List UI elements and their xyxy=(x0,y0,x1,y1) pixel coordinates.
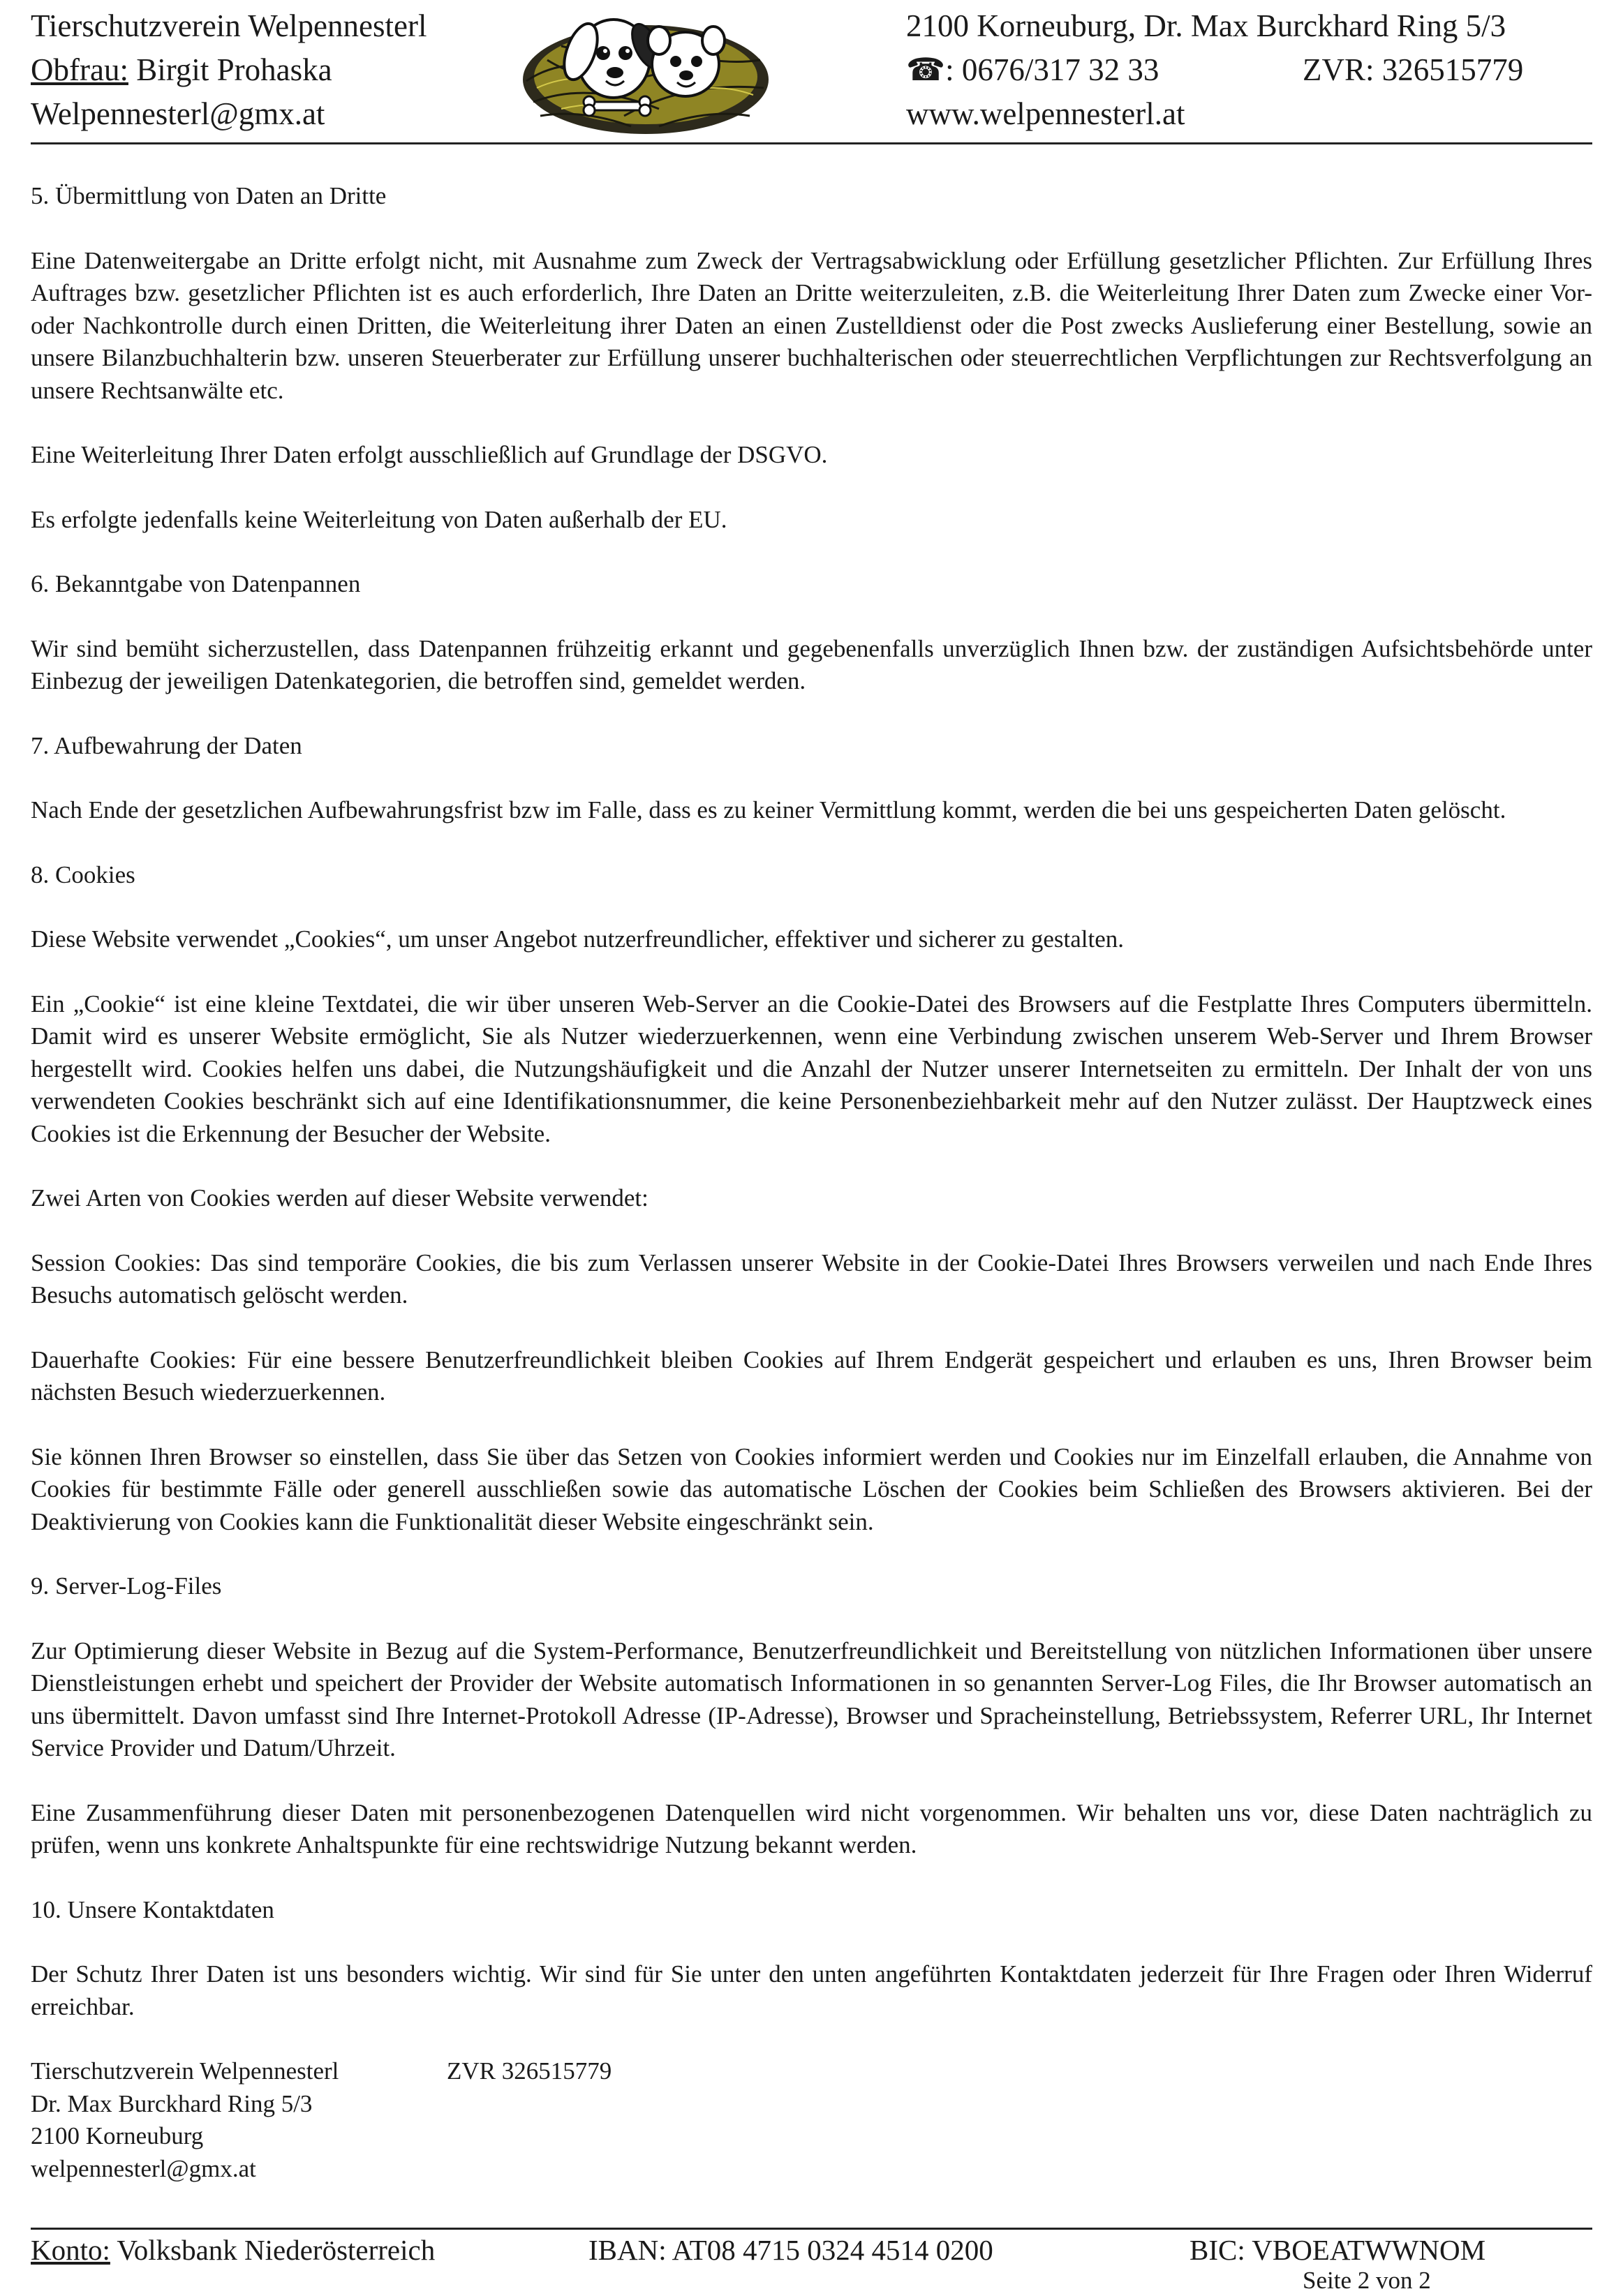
section-5-paragraph-2: Eine Weiterleitung Ihrer Daten erfolgt ausschließlich auf Grundlage der DSGVO. xyxy=(31,441,828,468)
chair-name: Birgit Prohaska xyxy=(128,52,332,87)
footer-divider xyxy=(31,2228,1592,2230)
org-name: Tierschutzverein Welpennesterl xyxy=(31,8,427,43)
section-10-heading: 10. Unsere Kontaktdaten xyxy=(31,1895,274,1923)
header-website: www.welpennesterl.at xyxy=(906,96,1185,131)
section-8-heading: 8. Cookies xyxy=(31,860,135,888)
section-10-paragraph-1: Der Schutz Ihrer Daten ist uns besonders wichtig. Wir sind für Sie unter den unten angeführten Kontaktdaten jederzeit für Ihre Fragen oder Ihren Widerruf erreichbar. xyxy=(31,1960,1592,2020)
iban: IBAN: AT08 4715 0324 4514 0200 xyxy=(588,2234,993,2266)
bank-account xyxy=(31,2232,435,2268)
contact-zvr: ZVR 326515779 xyxy=(447,2057,612,2085)
dog-nest-logo-icon xyxy=(519,4,772,137)
phone-line xyxy=(906,48,1159,91)
section-8-paragraph-5: Dauerhafte Cookies: Für eine bessere Benutzerfreundlichkeit bleiben Cookies auf Ihrem Endgerät gespeichert und erlauben es uns, Ihren Browser beim nächsten Besuch wiederzuerkennen. xyxy=(31,1345,1592,1406)
section-8-paragraph-2: Ein „Cookie“ ist eine kleine Textdatei, die wir über unseren Web-Server an die Cookie-Datei des Browsers auf die Festplatte Ihres Computers übermitteln. Damit wird es unserer Website ermöglicht, Sie als Nutzer wiederzuerkennen, wenn eine Verbindung zwischen unserem Web-Server und Ihrem Browser hergestellt wird. Cookies helfen uns dabei, die Nutzungshäufigkeit und die Anzahl der Nutzer unserer Internetseiten zu ermitteln. Der Inhalt der von uns verwendeten Cookies beschränkt sich auf eine Identifikationsnummer, die keine Personenbeziehbarkeit mehr auf den Nutzer zulässt. Der Hauptzweck eines Cookies ist die Erkennung der Besucher der Website. xyxy=(31,990,1592,1147)
section-8-paragraph-1: Diese Website verwendet „Cookies“, um unser Angebot nutzerfreundlicher, effektiver und sicherer zu gestalten. xyxy=(31,925,1125,953)
letterhead xyxy=(31,0,1592,143)
section-5-paragraph-3: Es erfolgte jedenfalls keine Weiterleitung von Daten außerhalb der EU. xyxy=(31,505,727,533)
section-6-paragraph-1: Wir sind bemüht sicherzustellen, dass Datenpannen frühzeitig erkannt und gegebenenfalls unverzüglich Ihnen bzw. der zuständigen Aufsichtsbehörde unter Einbezug der jeweiligen Datenkategorien, die betroffen sind, gemeldet werden. xyxy=(31,634,1592,694)
section-8-paragraph-4: Session Cookies: Das sind temporäre Cookies, die bis zum Verlassen unserer Website in der Cookie-Datei Ihres Browsers verweilen und nach Ende Ihres Besuchs automatisch gelöscht werden. xyxy=(31,1248,1592,1309)
contact-address-block xyxy=(31,2055,1592,2185)
section-8-paragraph-3: Zwei Arten von Cookies werden auf dieser Website verwendet: xyxy=(31,1184,649,1212)
section-5-paragraph-1: Eine Datenweitergabe an Dritte erfolgt nicht, mit Ausnahme zum Zweck der Vertragsabwicklung oder Erfüllung gesetzlicher Pflichten. Zur Erfüllung Ihres Auftrages bzw. gesetzlicher Pflichten ist es auch erforderlich, Ihre Daten an Dritte weiterzuleiten, z.B. die Weiterleitung Ihrer Daten zum Zwecke einer Vor- oder Nachkontrolle durch einen Dritten, die Weiterleitung ihrer Daten an einen Zustelldienst oder die Post zwecks Auslieferung einer Bestellung, sowie an unsere Bilanzbuchhalterin bzw. unseren Steuerberater zur Erfüllung unserer buchhalterischen oder steuerrechtlichen Verpflichtungen zur Rechtsverfolgung an unsere Rechtsanwälte etc. xyxy=(31,246,1592,404)
phone-icon: ☎ xyxy=(906,52,946,87)
account-label: Konto: xyxy=(31,2234,110,2266)
contact-street: Dr. Max Burckhard Ring 5/3 xyxy=(31,2089,313,2117)
document-body xyxy=(31,180,1592,2185)
bank-name: Volksbank Niederösterreich xyxy=(110,2234,436,2266)
page-number: Seite 2 von 2 xyxy=(1303,2267,1431,2294)
bic: BIC: VBOEATWWNOM xyxy=(1190,2234,1486,2266)
section-7-paragraph-1: Nach Ende der gesetzlichen Aufbewahrungsfrist bzw im Falle, dass es zu keiner Vermittlung kommt, werden die bei uns gespeicherten Daten gelöscht. xyxy=(31,796,1506,823)
section-9-heading: 9. Server-Log-Files xyxy=(31,1572,222,1600)
header-phone: : 0676/317 32 33 xyxy=(945,52,1159,87)
header-email: Welpennesterl@gmx.at xyxy=(31,96,325,131)
contact-org: Tierschutzverein Welpennesterl xyxy=(31,2057,339,2085)
header-zvr: ZVR: 326515779 xyxy=(1303,52,1524,87)
chair-label: Obfrau: xyxy=(31,52,128,87)
section-9-paragraph-2: Eine Zusammenführung dieser Daten mit personenbezogenen Datenquellen wird nicht vorgenommen. Wir behalten uns vor, diese Daten nachträglich zu prüfen, wenn uns konkrete Anhaltspunkte für eine rechtswidrige Nutzung bekannt werden. xyxy=(31,1798,1592,1858)
header-address: 2100 Korneuburg, Dr. Max Burckhard Ring 5/3 xyxy=(906,8,1506,43)
section-5-heading: 5. Übermittlung von Daten an Dritte xyxy=(31,182,387,209)
section-9-paragraph-1: Zur Optimierung dieser Website in Bezug auf die System-Performance, Benutzerfreundlichkeit und Bereitstellung von nützlichen Informationen über unsere Dienstleistungen erhebt und speichert der Provider der Website automatisch Informationen in so genannten Server-Log Files, die Ihr Browser automatisch an uns übermittelt. Davon umfasst sind Ihre Internet-Protokoll Adresse (IP-Adresse), Browser und Spracheinstellung, Betriebssystem, Referrer URL, Ihr Internet Service Provider und Datum/Uhrzeit. xyxy=(31,1637,1592,1761)
header-divider xyxy=(31,142,1592,144)
section-8-paragraph-6: Sie können Ihren Browser so einstellen, dass Sie über das Setzen von Cookies informiert werden und Cookies nur im Einzelfall erlauben, die Annahme von Cookies für bestimmte Fälle oder generell ausschließen sowie das automatische Löschen der Cookies beim Schließen des Browsers aktivieren. Bei der Deaktivierung von Cookies kann die Funktionalität dieser Website eingeschränkt sein. xyxy=(31,1443,1592,1535)
contact-city: 2100 Korneuburg xyxy=(31,2122,204,2149)
section-6-heading: 6. Bekanntgabe von Datenpannen xyxy=(31,570,361,597)
chair-line xyxy=(31,48,332,91)
section-7-heading: 7. Aufbewahrung der Daten xyxy=(31,731,302,759)
contact-email: welpennesterl@gmx.at xyxy=(31,2154,256,2182)
